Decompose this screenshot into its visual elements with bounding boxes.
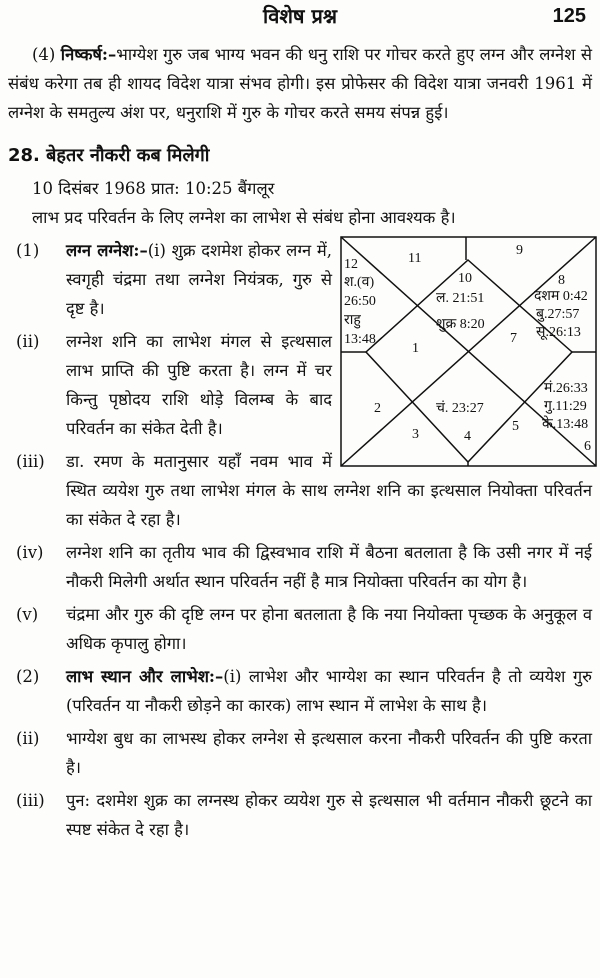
list-item [8,447,592,534]
item-heading: लग्न लग्नेश:– [66,241,148,260]
item-heading: लाभ स्थान और लाभेश:– [66,667,224,686]
item-label: (ii) [16,729,40,748]
house-10-planet: शुक्र 8:20 [436,317,485,332]
house-11: 11 [408,251,422,266]
item-text: भाग्येश बुध का लाभस्थ होकर लग्नेश से इत्थसाल करना नौकरी परिवर्तन की पुष्टि करता है। [66,729,592,777]
list-item [8,236,592,323]
house-12-planet: श.(व) [344,275,375,290]
list-item [8,600,592,658]
item-label: (v) [16,605,39,624]
house-4: 4 [464,429,471,444]
conclusion-paragraph [8,40,592,127]
house-10: 10 [458,271,472,286]
house-3: 3 [412,427,419,442]
house-2: 2 [374,401,381,416]
item-text: चंद्रमा और गुरु की दृष्टि लग्न पर होना बतलाता है कि नया नियोक्ता पृच्छक के अनुकूल व अधिक कृपालु होगा। [66,605,592,653]
house-10-planet: ल. 21:51 [436,291,485,306]
house-8-planet: दशम 0:42 [534,289,588,304]
item-text: (i) लाभेश और भाग्येश का स्थान परिवर्तन है तो व्ययेश गुरु (परिवर्तन या नौकरी छोड़ने का कारक) लाभ स्थान में लाभेश के साथ है। [66,667,592,715]
item-label: (iii) [16,452,45,471]
house-7: 7 [510,331,517,346]
house-5: 5 [512,419,519,434]
para-heading: निष्कर्ष:– [60,45,117,64]
item-text: पुन: दशमेश शुक्र का लग्नस्थ होकर व्ययेश गुरु से इत्थसाल भी वर्तमान नौकरी छूटने का स्पष्ट संकेत दे रहा है। [66,791,592,839]
list-item [8,662,592,720]
house-8: 8 [558,273,565,288]
house-12-planet: 26:50 [344,294,376,309]
house-12-planet: राहु [344,313,361,328]
para-text: भाग्येश गुरु जब भाग्य भवन की धनु राशि पर गोचर करते हुए लग्न और लग्नेश से संबंध करेगा तब ही शायद विदेश यात्रा संभव होगी। इस प्रोफेसर की विदेश यात्रा जनवरी 1961 में लग्नेश के समतुल्य अंश पर, धनुराशि में गुरु के गोचर करते समय संपन्न हुई। [8,45,592,122]
item-label: (iv) [16,543,44,562]
house-6: 6 [584,439,591,454]
item-label: (iii) [16,791,45,810]
item-label: (2) [16,667,40,686]
house-6-planet: मं.26:33 [544,381,588,396]
item-text: लग्नेश शनि का तृतीय भाव की द्विस्वभाव राशि में बैठना बतलाता है कि उसी नगर में नई नौकरी मिलेगी अर्थात स्थान परिवर्तन नहीं है मात्र नियोक्ता परिवर्तन का योग है। [66,543,592,591]
birth-details: 10 दिसंबर 1968 प्रात: 10:25 बैंगलूर [32,179,275,198]
section-title: 28. बेहतर नौकरी कब मिलेगी [8,145,210,166]
house-6-planet: के.13:48 [542,417,589,432]
intro-text: लाभ प्रद परिवर्तन के लिए लग्नेश का लाभेश से संबंध होना आवश्यक है। [32,208,456,227]
house-12-planet: 13:48 [344,332,376,347]
page-number: 125 [552,5,586,27]
house-4-planet: चं. 23:27 [436,401,484,416]
house-1: 1 [412,341,419,356]
para-label: (4) [32,45,56,64]
item-label: (1) [16,241,40,260]
item-text: डा. रमण के मतानुसार यहाँ नवम भाव में स्थित व्ययेश गुरु तथा लाभेश मंगल के साथ लग्नेश शनि का इत्थसाल नियोक्ता परिवर्तन का संकेत दे रहा है। [66,452,592,529]
item-text: लग्नेश शनि का लाभेश मंगल से इत्थसाल लाभ प्राप्ति की पुष्टि करता है। लग्न में चर किन्तु पृष्ठोदय राशि थोड़े विलम्ब के बाद परिवर्तन का संकेत देती है। [66,332,332,438]
house-9: 9 [516,243,523,258]
item-text: (i) शुक्र दशमेश होकर लग्न में, स्वगृही चंद्रमा तथा लग्नेश नियंत्रक, गुरु से दृष्ट है। [66,241,332,318]
house-8-planet: सू.26:13 [536,325,581,340]
house-8-planet: बु.27:57 [536,307,580,322]
house-6-planet: गु.11:29 [544,399,587,414]
list-item [8,724,592,782]
running-title: विशेष प्रश्न [263,4,337,28]
house-12: 12 [344,257,358,272]
list-item [8,786,592,844]
page-header [0,0,600,36]
list-item [8,327,592,443]
list-item [8,538,592,596]
item-label: (ii) [16,332,40,351]
